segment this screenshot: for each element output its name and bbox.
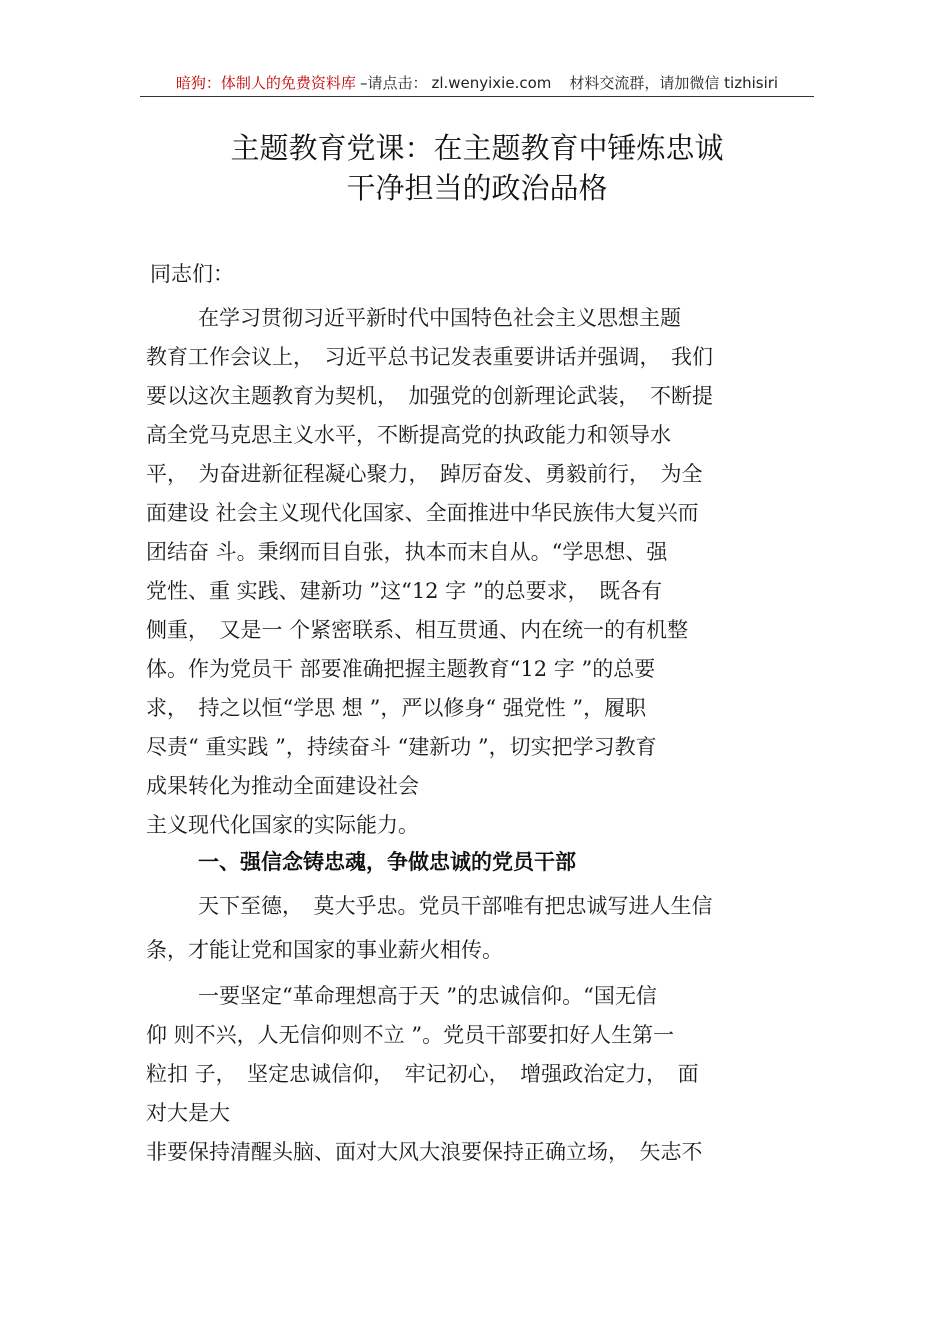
intro-line: 尽责“ 重实践 ”，持续奋斗 “建新功 ”，切实把学习教育 [146, 735, 657, 759]
intro-line: 党性、重 实践、建新功 ”这“12 字 ”的总要求， 既各有 [146, 579, 663, 603]
intro-line: 体。作为党员干 部要准确把握主题教育“12 字 ”的总要 [146, 657, 656, 681]
document-title [140, 128, 814, 208]
intro-line: 侧重， 又是一 个紧密联系、相互贯通、内在统一的有机整 [146, 618, 689, 642]
intro-line: 求， 持之以恒“学思 想 ”，严以修身“ 强党性 ”，履职 [146, 696, 647, 720]
intro-line: 主义现代化国家的实际能力。 [146, 813, 419, 837]
section1-line: 条，才能让党和国家的事业薪火相传。 [146, 938, 503, 962]
header-wechat-note: 材料交流群，请加微信 tizhisiri [569, 74, 779, 92]
section1-line: 一要坚定“革命理想高于天 ”的忠诚信仰。“国无信 [198, 984, 657, 1008]
header-site-name: 暗狗：体制人的免费资料库 [175, 74, 356, 92]
intro-line: 教育工作会议上， 习近平总书记发表重要讲话并强调， 我们 [146, 345, 713, 369]
section1-line: 对大是大 [146, 1101, 230, 1125]
intro-line: 要以这次主题教育为契机， 加强党的创新理论武装， 不断提 [146, 384, 713, 408]
header-divider [140, 96, 814, 97]
header-click-hint: –请点击： [359, 74, 428, 92]
section1-line: 非要保持清醒头脑、面对大风大浪要保持正确立场， 矢志不 [146, 1140, 703, 1164]
intro-line: 在学习贯彻习近平新时代中国特色社会主义思想主题 [198, 306, 681, 330]
section1-line: 天下至德， 莫大乎忠。党员干部唯有把忠诚写进人生信 [198, 894, 713, 918]
header-url-link[interactable]: zl.wenyixie.com [431, 74, 552, 92]
section1-line: 粒扣 子， 坚定忠诚信仰， 牢记初心， 增强政治定力， 面 [146, 1062, 699, 1086]
title-line-2: 干净担当的政治品格 [346, 171, 608, 205]
section1-line: 仰 则不兴，人无信仰则不立 ”。党员干部要扣好人生第一 [146, 1023, 675, 1047]
intro-line: 团结奋 斗。秉纲而目自张，执本而末自从。“学思想、强 [146, 540, 668, 564]
intro-line: 成果转化为推动全面建设社会 [146, 774, 419, 798]
title-line-1: 主题教育党课：在主题教育中锤炼忠诚 [230, 131, 724, 165]
intro-line: 平， 为奋进新征程凝心聚力， 踔厉奋发、勇毅前行， 为全 [146, 462, 703, 486]
intro-line: 高全党马克思主义水平，不断提高党的执政能力和领导水 [146, 423, 671, 447]
section-heading-1: 一、强信念铸忠魂，争做忠诚的党员干部 [198, 850, 576, 874]
page-header [140, 72, 814, 94]
salutation: 同志们： [150, 262, 234, 286]
intro-line: 面建设 社会主义现代化国家、全面推进中华民族伟大复兴而 [146, 501, 699, 525]
